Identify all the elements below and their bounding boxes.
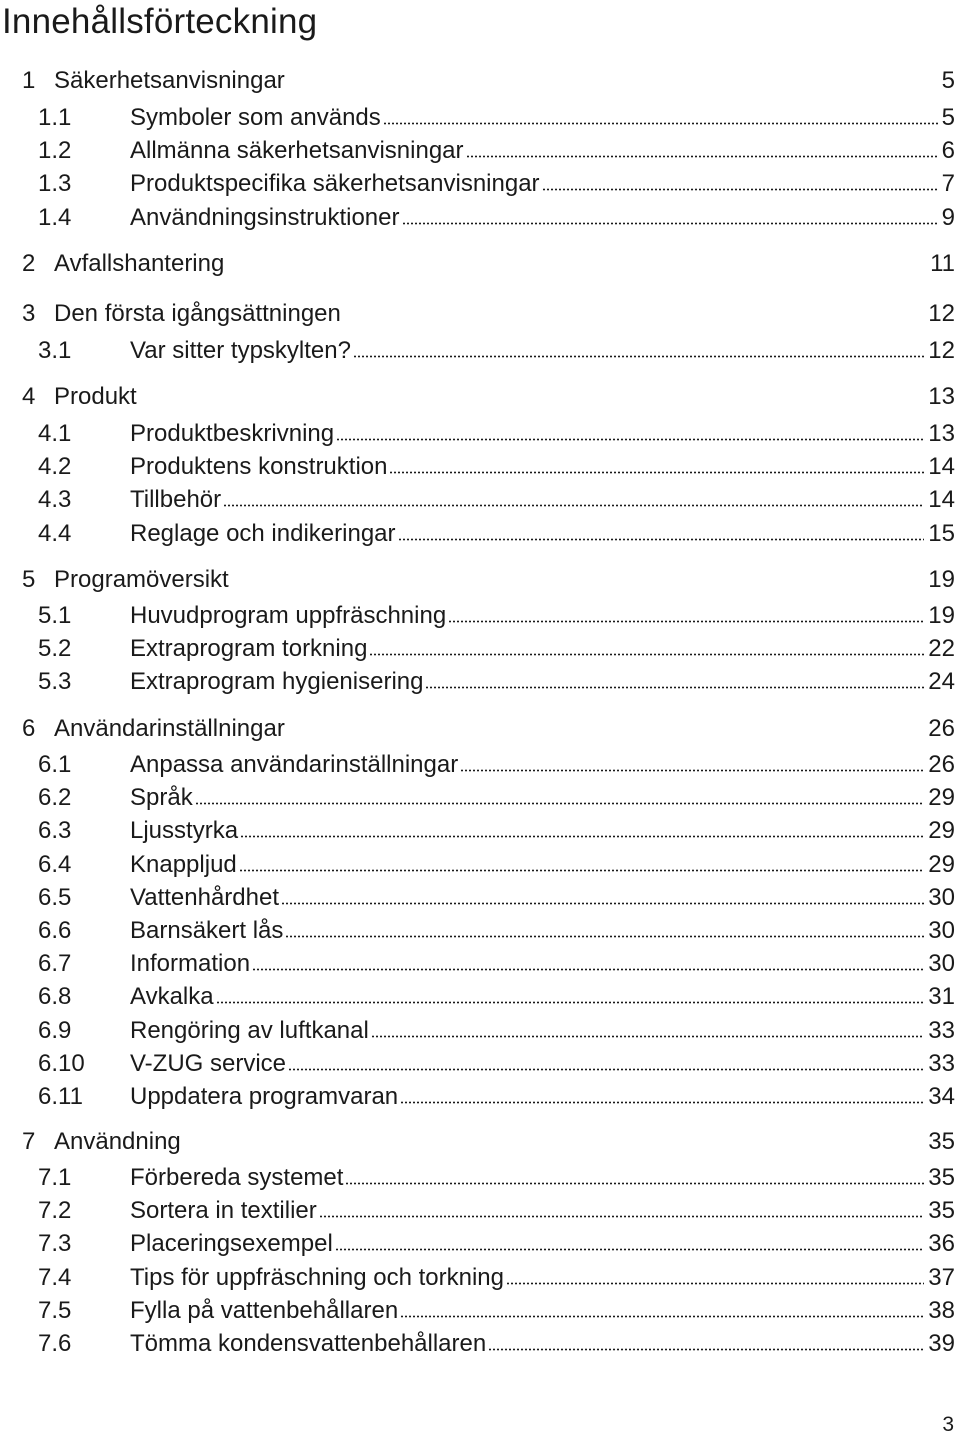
entry-page-number: 14 bbox=[928, 453, 955, 480]
entry-title: Huvudprogram uppfräschning bbox=[130, 602, 447, 629]
toc-entry-7-2[interactable] bbox=[38, 1194, 955, 1227]
section-number: 1 bbox=[22, 67, 36, 94]
section-page-number: 11 bbox=[930, 250, 955, 277]
toc-entry-6-1[interactable] bbox=[38, 748, 955, 781]
dot-leader bbox=[448, 620, 924, 623]
toc-section-4[interactable] bbox=[22, 380, 955, 414]
entry-page-number: 30 bbox=[928, 884, 955, 911]
entry-number: 4.4 bbox=[38, 520, 72, 547]
entry-page-number: 33 bbox=[928, 1017, 955, 1044]
entry-title: Extraprogram torkning bbox=[130, 635, 368, 662]
dot-leader bbox=[466, 155, 938, 158]
dot-leader bbox=[336, 438, 924, 441]
section-title: Avfallshantering bbox=[54, 250, 225, 277]
entry-title: Reglage och indikeringar bbox=[130, 520, 396, 547]
entry-number: 6.9 bbox=[38, 1017, 72, 1044]
dot-leader bbox=[371, 1035, 924, 1038]
entry-number: 6.3 bbox=[38, 817, 72, 844]
section-number: 6 bbox=[22, 715, 36, 742]
dot-leader bbox=[425, 686, 924, 689]
section-page-number: 26 bbox=[928, 715, 955, 742]
entry-number: 1.1 bbox=[38, 104, 72, 131]
entry-number: 7.1 bbox=[38, 1164, 72, 1191]
toc-entry-7-5[interactable] bbox=[38, 1294, 955, 1327]
entry-title: Symboler som används bbox=[130, 104, 381, 131]
section-title: Användning bbox=[54, 1128, 181, 1155]
entry-number: 6.11 bbox=[38, 1083, 83, 1110]
toc-entry-7-4[interactable] bbox=[38, 1261, 955, 1294]
dot-leader bbox=[281, 902, 924, 905]
toc-section-6[interactable] bbox=[22, 712, 955, 746]
entry-title: Extraprogram hygienisering bbox=[130, 668, 424, 695]
entry-page-number: 19 bbox=[928, 602, 955, 629]
section-title: Programöversikt bbox=[54, 566, 229, 593]
dot-leader bbox=[345, 1182, 924, 1185]
toc-entry-5-3[interactable] bbox=[38, 665, 955, 698]
entry-title: Var sitter typskylten? bbox=[130, 337, 351, 364]
dot-leader bbox=[252, 968, 924, 971]
entry-page-number: 5 bbox=[941, 104, 955, 131]
dot-leader bbox=[506, 1282, 924, 1285]
toc-entry-6-10[interactable] bbox=[38, 1047, 955, 1080]
toc-entry-6-4[interactable] bbox=[38, 848, 955, 881]
entry-title: Rengöring av luftkanal bbox=[130, 1017, 369, 1044]
entry-number: 3.1 bbox=[38, 337, 72, 364]
toc-entry-4-1[interactable] bbox=[38, 417, 955, 450]
entry-title: Språk bbox=[130, 784, 193, 811]
entry-title: Tips för uppfräschning och torkning bbox=[130, 1264, 504, 1291]
entry-page-number: 29 bbox=[928, 817, 955, 844]
section-number: 2 bbox=[22, 250, 36, 277]
entry-number: 7.3 bbox=[38, 1230, 72, 1257]
entry-title: Ljusstyrka bbox=[130, 817, 239, 844]
entry-number: 7.4 bbox=[38, 1264, 72, 1291]
entry-number: 1.3 bbox=[38, 170, 72, 197]
entry-page-number: 34 bbox=[928, 1083, 955, 1110]
entry-page-number: 15 bbox=[928, 520, 955, 547]
entry-number: 6.8 bbox=[38, 983, 72, 1010]
entry-page-number: 37 bbox=[928, 1264, 955, 1291]
section-number: 3 bbox=[22, 300, 36, 327]
entry-title: Produktspecifika säkerhetsanvisningar bbox=[130, 170, 540, 197]
entry-title: Produktbeskrivning bbox=[130, 420, 335, 447]
entry-title: Knappljud bbox=[130, 851, 237, 878]
entry-title: Barnsäkert lås bbox=[130, 917, 284, 944]
dot-leader bbox=[400, 1101, 924, 1104]
entry-number: 7.2 bbox=[38, 1197, 72, 1224]
toc-entry-6-5[interactable] bbox=[38, 881, 955, 914]
section-number: 5 bbox=[22, 566, 36, 593]
toc-entry-4-3[interactable] bbox=[38, 483, 955, 516]
dot-leader bbox=[216, 1001, 925, 1004]
toc-entry-6-11[interactable] bbox=[38, 1080, 955, 1113]
entry-number: 6.6 bbox=[38, 917, 72, 944]
dot-leader bbox=[460, 769, 924, 772]
entry-number: 5.1 bbox=[38, 602, 72, 629]
entry-title: Placeringsexempel bbox=[130, 1230, 333, 1257]
dot-leader bbox=[389, 471, 924, 474]
entry-page-number: 35 bbox=[928, 1164, 955, 1191]
section-page-number: 19 bbox=[928, 566, 955, 593]
entry-title: Vattenhårdhet bbox=[130, 884, 280, 911]
toc-entry-1-4[interactable] bbox=[38, 201, 955, 234]
dot-leader bbox=[398, 538, 925, 541]
entry-page-number: 36 bbox=[928, 1230, 955, 1257]
entry-page-number: 31 bbox=[928, 983, 955, 1010]
entry-page-number: 33 bbox=[928, 1050, 955, 1077]
entry-number: 1.4 bbox=[38, 204, 72, 231]
entry-title: Användningsinstruktioner bbox=[130, 204, 400, 231]
dot-leader bbox=[353, 355, 924, 358]
entry-title: Anpassa användarinställningar bbox=[130, 751, 459, 778]
dot-leader bbox=[319, 1215, 925, 1218]
toc-entry-5-2[interactable] bbox=[38, 632, 955, 665]
entry-number: 4.1 bbox=[38, 420, 72, 447]
entry-page-number: 30 bbox=[928, 917, 955, 944]
section-page-number: 35 bbox=[928, 1128, 955, 1155]
entry-page-number: 6 bbox=[941, 137, 955, 164]
entry-page-number: 12 bbox=[928, 337, 955, 364]
dot-leader bbox=[239, 869, 925, 872]
entry-number: 6.7 bbox=[38, 950, 72, 977]
entry-number: 4.3 bbox=[38, 486, 72, 513]
entry-page-number: 39 bbox=[928, 1330, 955, 1357]
toc-entry-4-2[interactable] bbox=[38, 450, 955, 483]
entry-title: Information bbox=[130, 950, 251, 977]
entry-page-number: 7 bbox=[941, 170, 955, 197]
entry-number: 5.3 bbox=[38, 668, 72, 695]
section-title: Produkt bbox=[54, 383, 137, 410]
dot-leader bbox=[335, 1248, 925, 1251]
entry-title: Tömma kondensvattenbehållaren bbox=[130, 1330, 487, 1357]
toc-entry-7-1[interactable] bbox=[38, 1161, 955, 1194]
entry-number: 6.10 bbox=[38, 1050, 85, 1077]
toc-entry-5-1[interactable] bbox=[38, 599, 955, 632]
toc-entry-6-2[interactable] bbox=[38, 781, 955, 814]
entry-number: 6.5 bbox=[38, 884, 72, 911]
section-page-number: 5 bbox=[941, 67, 955, 94]
entry-page-number: 30 bbox=[928, 950, 955, 977]
toc-entry-1-3[interactable] bbox=[38, 167, 955, 200]
entry-page-number: 13 bbox=[928, 420, 955, 447]
page-title: Innehållsförteckning bbox=[2, 2, 318, 41]
toc-section-2[interactable] bbox=[22, 247, 955, 281]
toc-entry-6-7[interactable] bbox=[38, 947, 955, 980]
dot-leader bbox=[223, 504, 924, 507]
toc-entry-3-1[interactable] bbox=[38, 334, 955, 367]
entry-page-number: 22 bbox=[928, 635, 955, 662]
dot-leader bbox=[402, 222, 938, 225]
dot-leader bbox=[369, 653, 924, 656]
toc-entry-1-2[interactable] bbox=[38, 134, 955, 167]
dot-leader bbox=[400, 1315, 924, 1318]
entry-page-number: 26 bbox=[928, 751, 955, 778]
entry-page-number: 29 bbox=[928, 784, 955, 811]
toc-section-1[interactable] bbox=[22, 64, 955, 98]
entry-number: 4.2 bbox=[38, 453, 72, 480]
toc-entry-6-6[interactable] bbox=[38, 914, 955, 947]
page-number: 3 bbox=[942, 1413, 954, 1436]
entry-page-number: 9 bbox=[941, 204, 955, 231]
toc-entry-6-9[interactable] bbox=[38, 1014, 955, 1047]
entry-number: 6.4 bbox=[38, 851, 72, 878]
dot-leader bbox=[240, 835, 924, 838]
dot-leader bbox=[195, 802, 925, 805]
toc-entry-7-3[interactable] bbox=[38, 1227, 955, 1260]
toc-section-7[interactable] bbox=[22, 1125, 955, 1159]
toc-entry-6-3[interactable] bbox=[38, 814, 955, 847]
toc-entry-4-4[interactable] bbox=[38, 517, 955, 550]
section-page-number: 12 bbox=[928, 300, 955, 327]
toc-entry-7-6[interactable] bbox=[38, 1327, 955, 1360]
entry-title: Fylla på vattenbehållaren bbox=[130, 1297, 399, 1324]
toc-entry-1-1[interactable] bbox=[38, 101, 955, 134]
section-title: Användarinställningar bbox=[54, 715, 285, 742]
entry-title: Uppdatera programvaran bbox=[130, 1083, 399, 1110]
entry-title: V-ZUG service bbox=[130, 1050, 287, 1077]
section-page-number: 13 bbox=[928, 383, 955, 410]
entry-number: 6.2 bbox=[38, 784, 72, 811]
entry-title: Allmänna säkerhetsanvisningar bbox=[130, 137, 464, 164]
entry-page-number: 29 bbox=[928, 851, 955, 878]
entry-number: 7.5 bbox=[38, 1297, 72, 1324]
entry-page-number: 24 bbox=[928, 668, 955, 695]
entry-number: 1.2 bbox=[38, 137, 72, 164]
entry-title: Sortera in textilier bbox=[130, 1197, 317, 1224]
section-title: Den första igångsättningen bbox=[54, 300, 341, 327]
entry-page-number: 14 bbox=[928, 486, 955, 513]
entry-number: 7.6 bbox=[38, 1330, 72, 1357]
entry-title: Förbereda systemet bbox=[130, 1164, 344, 1191]
dot-leader bbox=[383, 122, 938, 125]
entry-number: 5.2 bbox=[38, 635, 72, 662]
toc-section-3[interactable] bbox=[22, 297, 955, 331]
toc-section-5[interactable] bbox=[22, 563, 955, 597]
entry-number: 6.1 bbox=[38, 751, 72, 778]
section-number: 4 bbox=[22, 383, 36, 410]
entry-title: Tillbehör bbox=[130, 486, 222, 513]
entry-page-number: 38 bbox=[928, 1297, 955, 1324]
toc-entry-6-8[interactable] bbox=[38, 980, 955, 1013]
section-title: Säkerhetsanvisningar bbox=[54, 67, 285, 94]
entry-title: Produktens konstruktion bbox=[130, 453, 388, 480]
entry-page-number: 35 bbox=[928, 1197, 955, 1224]
dot-leader bbox=[285, 935, 924, 938]
section-number: 7 bbox=[22, 1128, 36, 1155]
entry-title: Avkalka bbox=[130, 983, 214, 1010]
dot-leader bbox=[542, 188, 938, 191]
dot-leader bbox=[488, 1348, 924, 1351]
dot-leader bbox=[288, 1068, 924, 1071]
